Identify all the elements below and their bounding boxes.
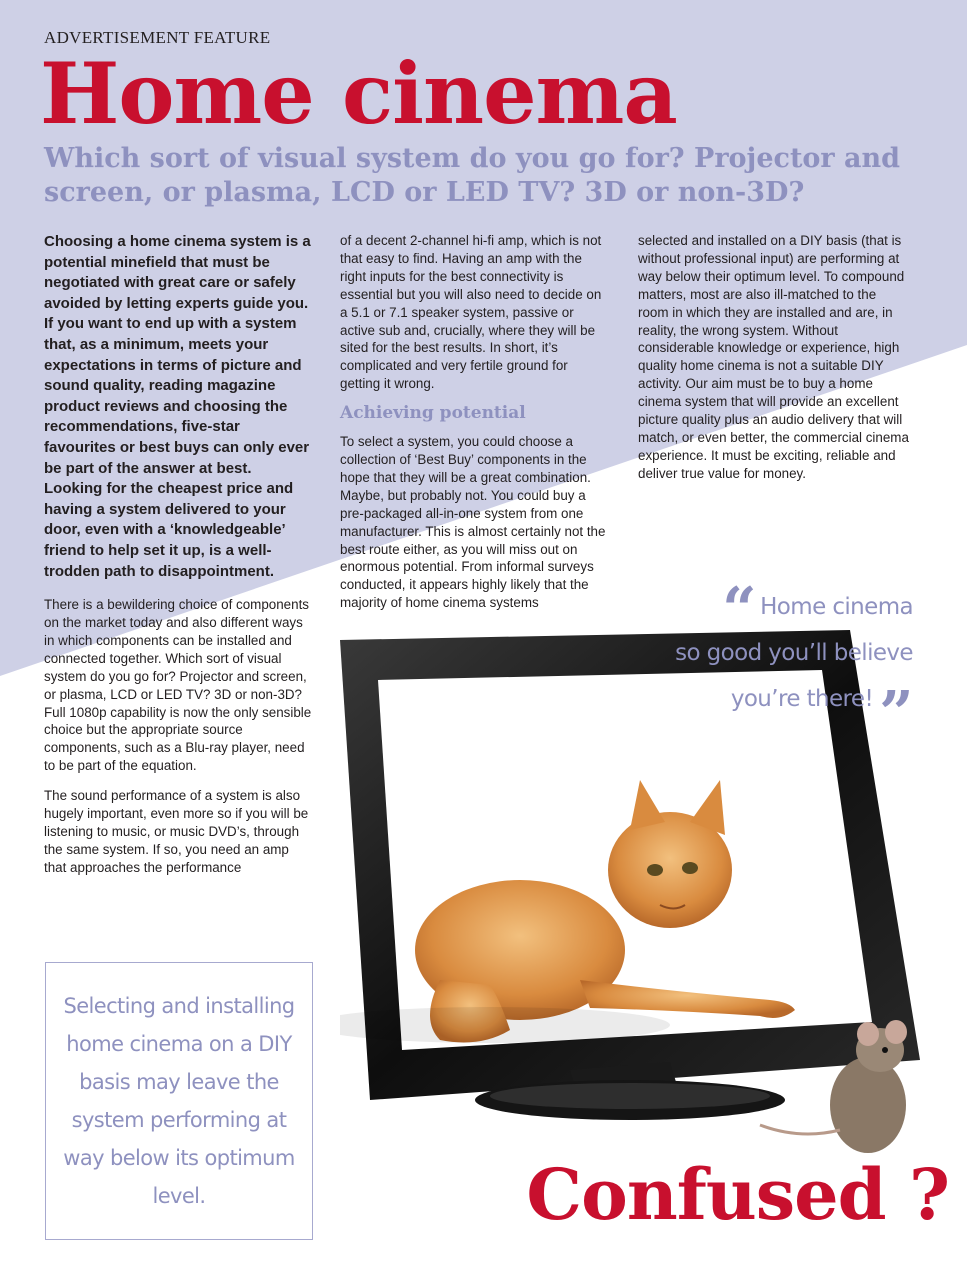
open-quote-icon: “ bbox=[722, 575, 757, 645]
close-quote-icon: ” bbox=[879, 679, 913, 749]
body-paragraph: There is a bewildering choice of components on the market today and also different ways in which components can be installed and connected together. Which sort of visual system do you go for? Projector and screen, or plasma, LCD or LED TV? 3D or non-3D? Full 1080p capability is now the only sensible choice but the appropriate source components, such as a Blu-ray player, need to be part of the equation. bbox=[44, 597, 312, 774]
confused-tagline: Confused ? bbox=[526, 1153, 949, 1236]
article-column-3 bbox=[638, 232, 910, 495]
callout-text: Selecting and installing home cinema on a DIY basis may leave the system performing at way below its optimum level. bbox=[63, 994, 295, 1208]
pull-quote bbox=[593, 575, 913, 749]
pull-quote-line: you’re there! bbox=[730, 686, 874, 712]
body-paragraph: The sound performance of a system is also hugely important, even more so if you will be listening to music, or music DVD’s, through the same system. If so, you need an amp that approaches the performance bbox=[44, 788, 309, 875]
article-column-1 bbox=[44, 232, 314, 889]
feature-label: ADVERTISEMENT FEATURE bbox=[44, 28, 271, 47]
lead-paragraph: Choosing a home cinema system is a potential minefield that must be negotiated with great care or safely avoided by letting experts guide you. If you want to end up with a system that, as a minimum, meets your expectations in terms of picture and sound quality, reading magazine product reviews and choosing the recommendations, five-star favourites or best buys can only ever be part of the answer at best. Looking for the cheapest price and having a system delivered to your door, even with a ‘knowledgeable’ friend to help set it up, is a well-trodden path to disappointment. bbox=[44, 233, 311, 580]
section-subheading: Achieving potential bbox=[340, 403, 526, 424]
page-subtitle: Which sort of visual system do you go for? Projector and screen, or plasma, LCD or LED TV? 3D or non-3D? bbox=[44, 143, 901, 208]
article-column-2 bbox=[340, 232, 610, 624]
pull-quote-line: so good you’ll believe bbox=[675, 640, 913, 666]
pull-quote-line: Home cinema bbox=[760, 594, 913, 620]
callout-box bbox=[45, 962, 313, 1240]
page-title: Home cinema bbox=[40, 44, 677, 143]
body-paragraph: of a decent 2-channel hi-fi amp, which is not that easy to find. Having an amp with the right inputs for the best connectivity is essential but you will also need to decide on a 5.1 or 7.1 speaker system, passive or active sub and, crucially, where they will be sited for the best results. In short, it’s complicated and very fertile ground for getting it wrong. bbox=[340, 233, 602, 392]
body-paragraph: selected and installed on a DIY basis (that is without professional input) are performing at way below their optimum level. To compound matters, most are also ill-matched to the room in which they are installed and are, in reality, the wrong system. Without considerable knowledge or experience, high quality home cinema is not a suitable DIY activity. Our aim must be to buy a home cinema system that will provide an excellent picture quality plus an audio delivery that will match, or even better, the commercial cinema experience. It must be exciting, reliable and deliver true value for money. bbox=[638, 233, 909, 481]
body-paragraph: To select a system, you could choose a collection of ‘Best Buy’ components in the hope that they will be a great combination. Maybe, but probably not. You could buy a pre-packaged all-in-one system from one manufacturer. This is almost certainly not the best route either, as you will miss out on enormous potential. From informal surveys conducted, it appears highly likely that the majority of home cinema systems bbox=[340, 434, 606, 611]
